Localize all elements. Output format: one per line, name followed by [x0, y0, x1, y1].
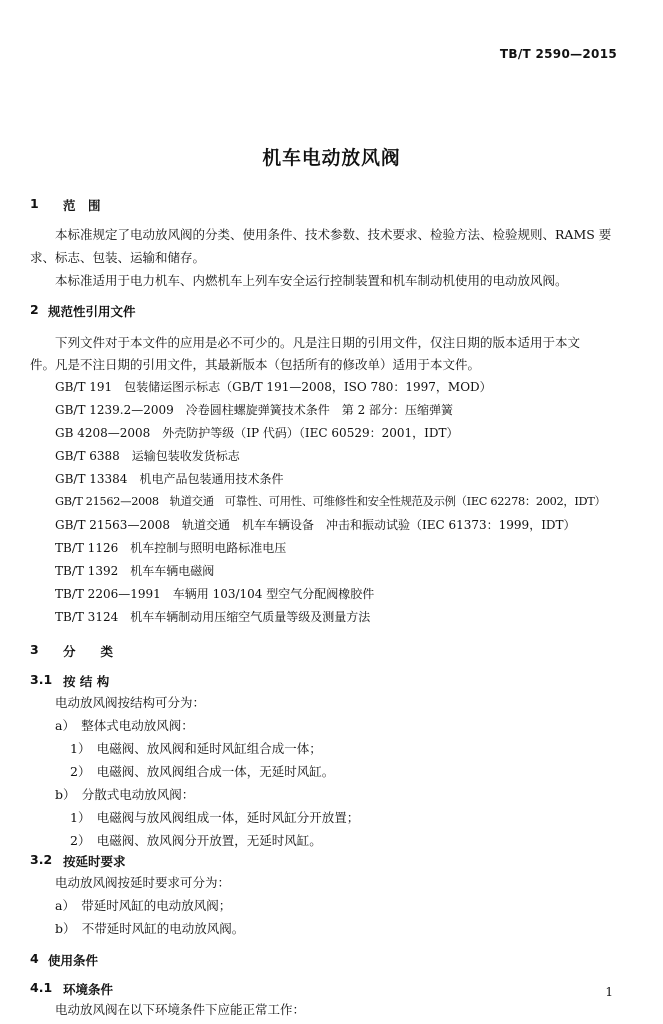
reference-item: TB/T 1392 机车车辆电磁阀 — [55, 564, 215, 578]
subsection-title: 环境条件 — [63, 982, 114, 997]
paragraph-line: 电动放风阀在以下环境条件下应能正常工作： — [55, 1002, 306, 1017]
section-number: 2 — [30, 302, 39, 317]
list-item: 2） 电磁阀、放风阀组合成一体，无延时风缸。 — [70, 764, 335, 779]
list-item: 2） 电磁阀、放风阀分开放置，无延时风缸。 — [70, 833, 322, 848]
subsection-number: 3.1 — [30, 672, 53, 687]
section-number: 4 — [30, 951, 39, 966]
reference-item: TB/T 3124 机车车辆制动用压缩空气质量等级及测量方法 — [55, 610, 371, 624]
paragraph-line: 本标准适用于电力机车、内燃机车上列车安全运行控制装置和机车制动机使用的电动放风阀。 — [55, 273, 568, 288]
section-title: 规范性引用文件 — [48, 304, 136, 319]
document-title: 机车电动放风阀 — [262, 148, 401, 169]
reference-item: GB/T 191 包装储运图示标志（GB/T 191—2008，ISO 780：1997，MOD） — [55, 380, 492, 394]
list-item: a） 带延时风缸的电动放风阀； — [55, 898, 232, 913]
paragraph-line: 电动放风阀按结构可分为： — [55, 695, 206, 710]
reference-item: GB/T 6388 运输包装收发货标志 — [55, 449, 240, 463]
list-item: b） 不带延时风缸的电动放风阀。 — [55, 921, 245, 936]
subsection-number: 3.2 — [30, 852, 53, 867]
section-title: 分 类 — [63, 644, 114, 659]
list-item: a） 整体式电动放风阀： — [55, 718, 194, 733]
subsection-number: 4.1 — [30, 980, 53, 995]
reference-item: GB/T 13384 机电产品包装通用技术条件 — [55, 472, 284, 486]
subsection-title: 按延时要求 — [63, 854, 126, 869]
paragraph-line: 下列文件对于本文件的应用是必不可少的。凡是注日期的引用文件，仅注日期的版本适用于本文 — [55, 335, 581, 350]
page-number: 1 — [605, 985, 613, 999]
list-item: 1） 电磁阀、放风阀和延时风缸组合成一体； — [70, 741, 322, 756]
list-item: b） 分散式电动放风阀： — [55, 787, 195, 802]
paragraph-line: 本标准规定了电动放风阀的分类、使用条件、技术参数、技术要求、检验方法、检验规则、RAMS 要 — [55, 227, 612, 242]
reference-item: GB 4208—2008 外壳防护等级（IP 代码）（IEC 60529：2001，IDT） — [55, 426, 459, 440]
paragraph-line: 件。凡是不注日期的引用文件，其最新版本（包括所有的修改单）适用于本文件。 — [30, 357, 481, 372]
reference-item: GB/T 21563—2008 轨道交通 机车车辆设备 冲击和振动试验（IEC 61373：1999，IDT） — [55, 518, 576, 532]
section-title: 使用条件 — [48, 953, 99, 968]
section-number: 1 — [30, 196, 39, 211]
reference-item: GB/T 21562—2008 轨道交通 可靠性、可用性、可维修性和安全性规范及示例（IEC 62278：2002，IDT） — [55, 495, 606, 508]
reference-item: TB/T 2206—1991 车辆用 103/104 型空气分配阀橡胶件 — [55, 587, 375, 601]
paragraph-line: 电动放风阀按延时要求可分为： — [55, 875, 231, 890]
reference-item: TB/T 1126 机车控制与照明电路标准电压 — [55, 541, 287, 555]
section-title: 范 围 — [63, 198, 101, 213]
reference-item: GB/T 1239.2—2009 冷卷圆柱螺旋弹簧技术条件 第 2 部分：压缩弹簧 — [55, 403, 454, 417]
subsection-title: 按 结 构 — [63, 674, 110, 689]
section-number: 3 — [30, 642, 39, 657]
list-item: 1） 电磁阀与放风阀组成一体，延时风缸分开放置； — [70, 810, 360, 825]
standard-number: TB/T 2590—2015 — [499, 47, 617, 61]
paragraph-line: 求、标志、包装、运输和储存。 — [30, 250, 206, 265]
